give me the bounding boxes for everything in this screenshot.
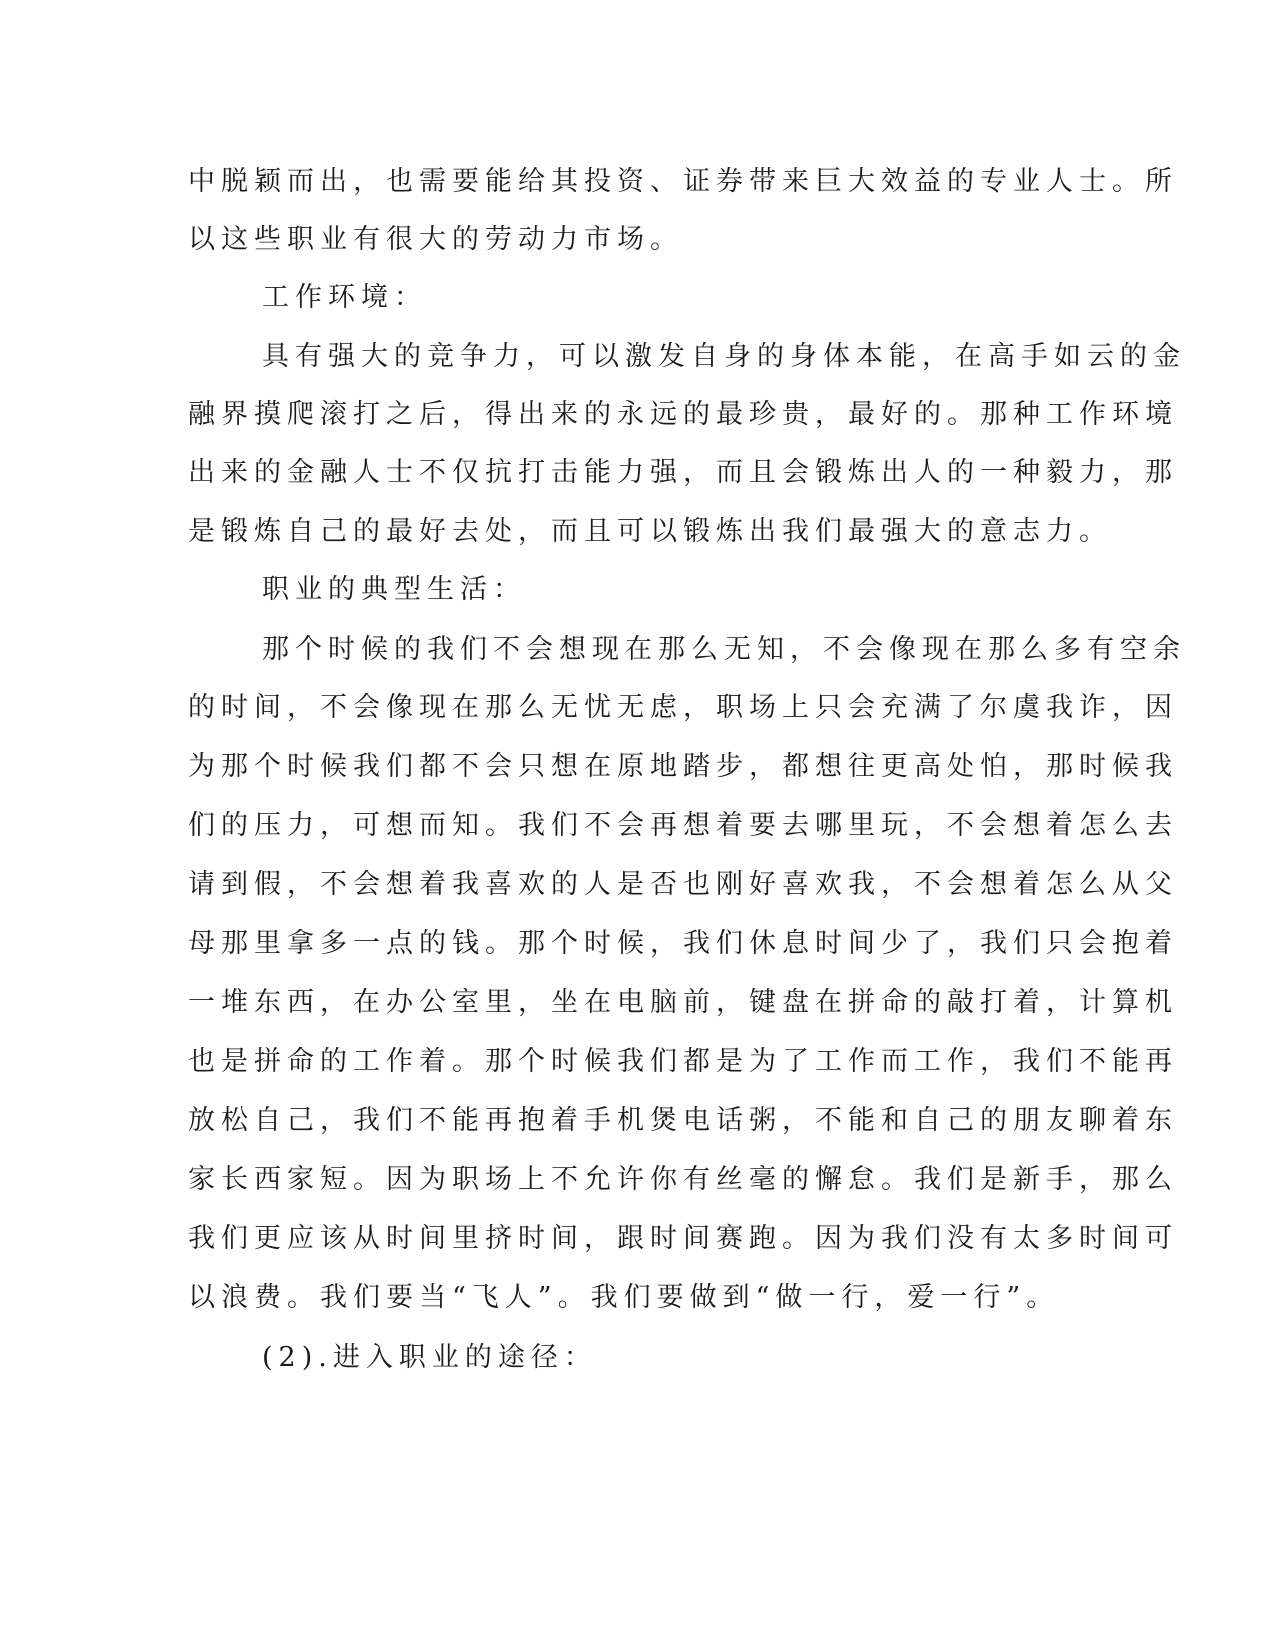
paragraph-line: 为那个时候我们都不会只想在原地踏步，都想往更高处怕，那时候我 (188, 751, 1178, 782)
paragraph-line: 以浪费。我们要当“飞人”。我们要做到“做一行，爱一行”。 (188, 1282, 1060, 1313)
paragraph-line: 那个时候的我们不会想现在那么无知，不会像现在那么多有空余 (262, 634, 1186, 665)
paragraph-line: 中脱颖而出，也需要能给其投资、证券带来巨大效益的专业人士。所 (188, 166, 1178, 197)
paragraph-line: 融界摸爬滚打之后，得出来的永远的最珍贵，最好的。那种工作环境 (188, 399, 1178, 430)
paragraph-line: 是锻炼自己的最好去处，而且可以锻炼出我们最强大的意志力。 (188, 516, 1112, 547)
paragraph-line: 请到假，不会想着我喜欢的人是否也刚好喜欢我，不会想着怎么从父 (188, 869, 1178, 900)
section-heading: (2).进入职业的途径： (262, 1342, 597, 1373)
paragraph-line: 的时间，不会像现在那么无忧无虑，职场上只会充满了尔虞我诈，因 (188, 692, 1178, 723)
paragraph-line: 出来的金融人士不仅抗打击能力强，而且会锻炼出人的一种毅力，那 (188, 457, 1178, 488)
paragraph-line: 放松自己，我们不能再抱着手机煲电话粥，不能和自己的朋友聊着东 (188, 1105, 1178, 1136)
paragraph-line: 以这些职业有很大的劳动力市场。 (188, 224, 683, 255)
section-heading: 工作环境： (262, 282, 427, 313)
paragraph-line: 家长西家短。因为职场上不允许你有丝毫的懈怠。我们是新手，那么 (188, 1164, 1178, 1195)
paragraph-line: 也是拼命的工作着。那个时候我们都是为了工作而工作，我们不能再 (188, 1046, 1178, 1077)
paragraph-line: 具有强大的竞争力，可以激发自身的身体本能，在高手如云的金 (262, 341, 1186, 372)
section-heading: 职业的典型生活： (262, 574, 526, 605)
paragraph-line: 们的压力，可想而知。我们不会再想着要去哪里玩，不会想着怎么去 (188, 810, 1178, 841)
paragraph-line: 母那里拿多一点的钱。那个时候，我们休息时间少了，我们只会抱着 (188, 928, 1178, 959)
paragraph-line: 我们更应该从时间里挤时间，跟时间赛跑。因为我们没有太多时间可 (188, 1223, 1178, 1254)
paragraph-line: 一堆东西，在办公室里，坐在电脑前，键盘在拼命的敲打着，计算机 (188, 987, 1178, 1018)
